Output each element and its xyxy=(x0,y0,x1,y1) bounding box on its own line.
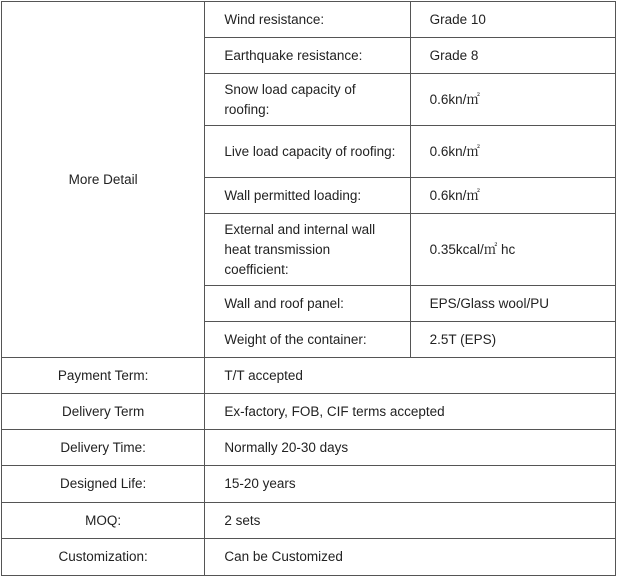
table-row xyxy=(2,503,616,539)
spec-value: 2.5T (EPS) xyxy=(410,322,615,358)
spec-label: Earthquake resistance: xyxy=(205,38,410,74)
table-row xyxy=(2,358,616,394)
spec-label: External and internal wall heat transmission coefficient: xyxy=(205,214,410,286)
product-spec-table xyxy=(1,1,616,576)
term-label: Delivery Time: xyxy=(2,430,205,466)
spec-label: Wall and roof panel: xyxy=(205,286,410,322)
term-value: Ex-factory, FOB, CIF terms accepted xyxy=(205,394,616,430)
term-label: Payment Term: xyxy=(2,358,205,394)
spec-value: 0.6kn/㎡ xyxy=(410,126,615,178)
spec-label: Wind resistance: xyxy=(205,2,410,38)
spec-label: Weight of the container: xyxy=(205,322,410,358)
term-value: Can be Customized xyxy=(205,539,616,576)
spec-value: Grade 10 xyxy=(410,2,615,38)
spec-label: Snow load capacity of roofing: xyxy=(205,74,410,126)
table-row xyxy=(2,539,616,576)
term-value: Normally 20-30 days xyxy=(205,430,616,466)
term-label: Designed Life: xyxy=(2,466,205,503)
term-label: MOQ: xyxy=(2,503,205,539)
term-label: Customization: xyxy=(2,539,205,576)
table-row xyxy=(2,394,616,430)
spec-value: 0.35kcal/㎡ hc xyxy=(410,214,615,286)
term-value: 2 sets xyxy=(205,503,616,539)
term-label: Delivery Term xyxy=(2,394,205,430)
term-value: 15-20 years xyxy=(205,466,616,503)
term-value: T/T accepted xyxy=(205,358,616,394)
table-row xyxy=(2,430,616,466)
table-row xyxy=(2,2,616,38)
spec-value: 0.6kn/㎡ xyxy=(410,178,615,214)
table-row xyxy=(2,466,616,503)
spec-value: Grade 8 xyxy=(410,38,615,74)
spec-value: EPS/Glass wool/PU xyxy=(410,286,615,322)
spec-label: Live load capacity of roofing: xyxy=(205,126,410,178)
spec-label: Wall permitted loading: xyxy=(205,178,410,214)
spec-value: 0.6kn/㎡ xyxy=(410,74,615,126)
more-detail-heading: More Detail xyxy=(2,2,205,358)
